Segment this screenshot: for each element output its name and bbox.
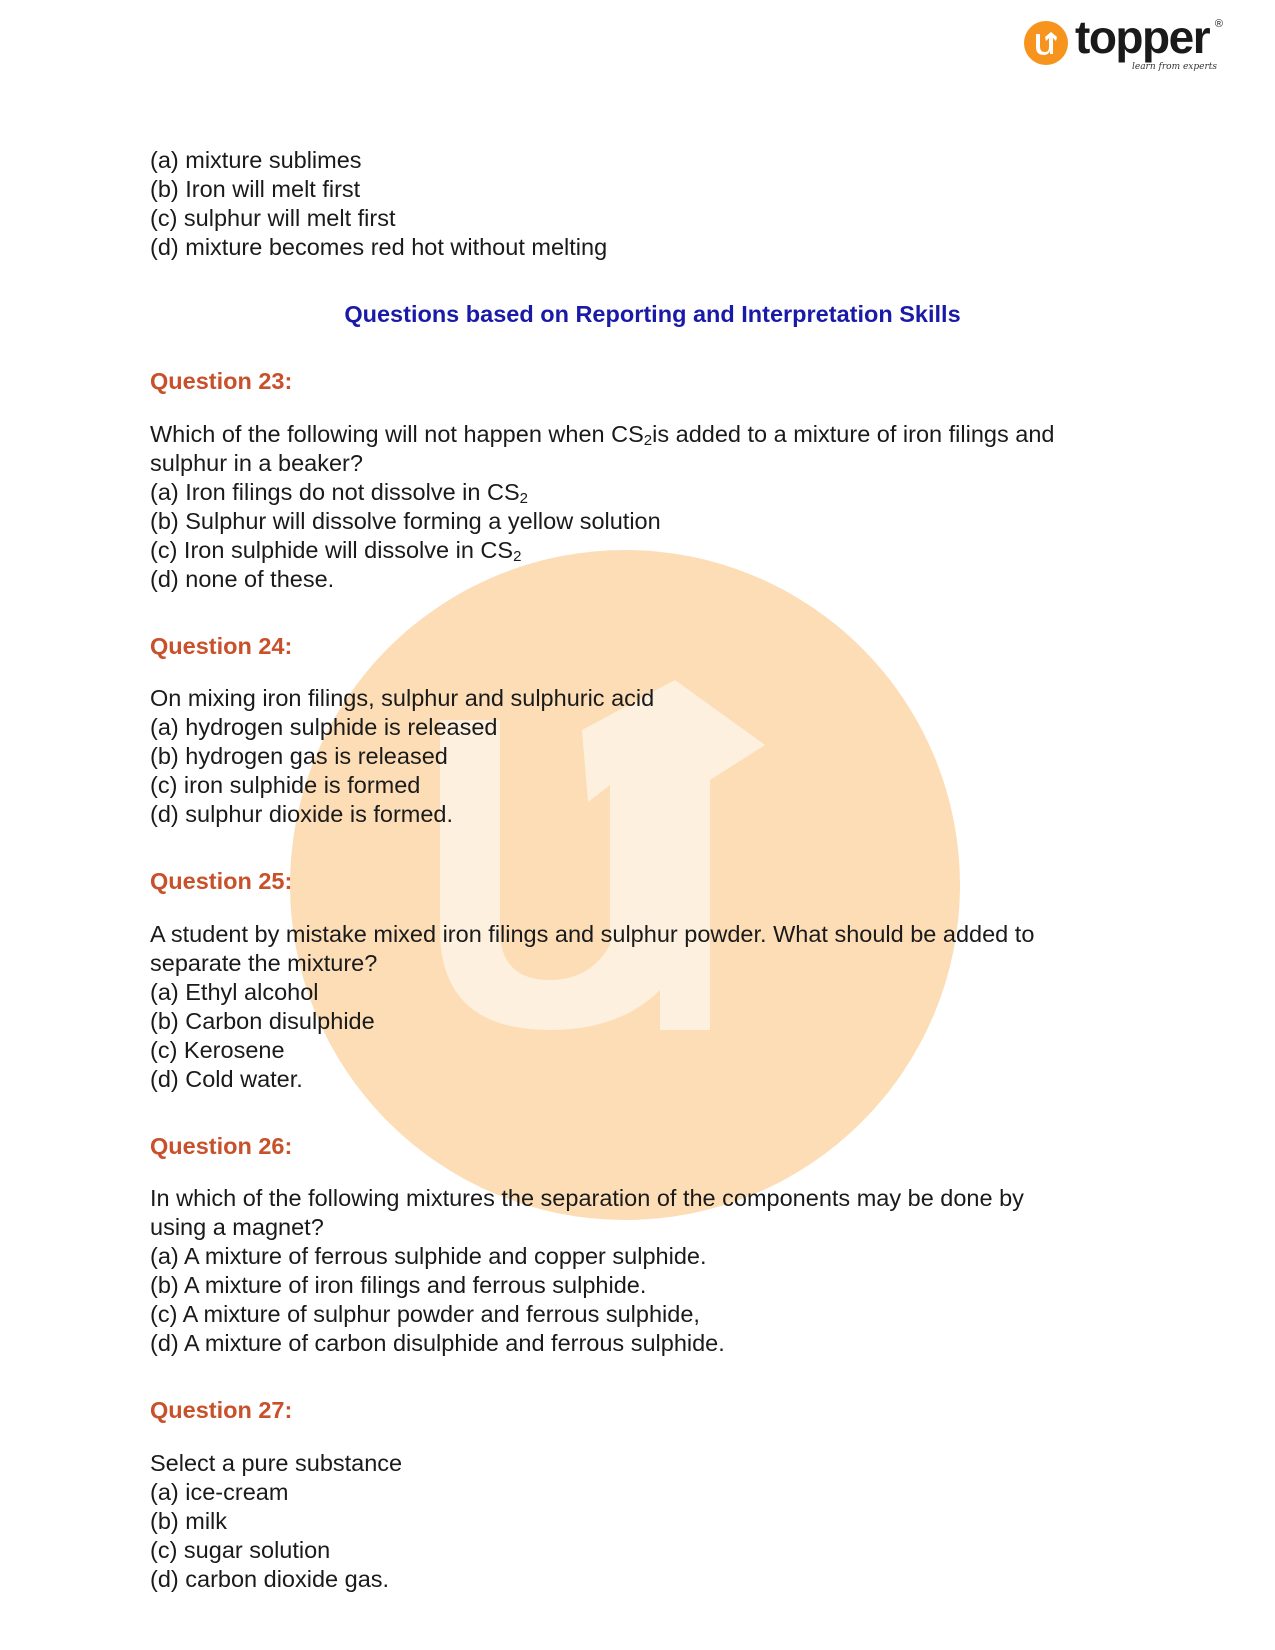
question-title: Question 23: xyxy=(150,368,293,394)
option-c: (c) A mixture of sulphur powder and ferrous sulphide, xyxy=(150,1301,700,1327)
topper-logo[interactable] xyxy=(1023,11,1223,78)
question-title: Question 27: xyxy=(150,1397,293,1423)
option-a: (a) A mixture of ferrous sulphide and copper sulphide. xyxy=(150,1243,707,1269)
question-text: Which of the following will not happen when $CS_2is$ added to a mixture of iron filings and xyxy=(150,420,1055,449)
question-26 xyxy=(150,1132,1130,1359)
option-a: (a) Ethyl alcohol xyxy=(150,978,319,1005)
option-b: (b) hydrogen gas is released xyxy=(150,743,448,769)
option-a: (a) ice-cream xyxy=(150,1478,289,1505)
question-text: A student by mistake mixed iron filings and sulphur powder. What should be added to xyxy=(150,920,1035,947)
option-c: (c) iron sulphide is formed xyxy=(150,772,421,798)
question-text-line2: separate the mixture? xyxy=(150,949,378,976)
option-d: (d) mixture becomes red hot without melting xyxy=(150,234,608,260)
question-25 xyxy=(150,867,1130,1094)
option-d: (d) Cold water. xyxy=(150,1065,303,1092)
option-c: (c) Iron sulphide will dissolve in $CS_2$ xyxy=(150,536,522,565)
section-title: Questions based on Reporting and Interpretation Skills xyxy=(344,301,961,327)
brand-name: topper xyxy=(1075,11,1210,63)
option-b: (b) milk xyxy=(150,1507,228,1534)
option-d: (d) none of these. xyxy=(150,565,335,592)
option-c: (c) sugar solution xyxy=(150,1536,331,1563)
option-d: (d) A mixture of carbon disulphide and ferrous sulphide. xyxy=(150,1330,725,1356)
brand-tagline: learn from experts xyxy=(1131,62,1217,72)
question-text: Select a pure substance xyxy=(150,1449,403,1476)
option-a: (a) Iron filings do not dissolve in $CS_2$ xyxy=(150,478,528,507)
question-24 xyxy=(150,632,1130,830)
question-23 xyxy=(150,367,1130,594)
question-title: Question 25: xyxy=(150,868,293,894)
option-b: (b) Carbon disulphide xyxy=(150,1007,375,1034)
question-text: On mixing iron filings, sulphur and sulphuric acid xyxy=(150,685,655,711)
option-b: (b) Sulphur will dissolve forming a yellow solution xyxy=(150,507,661,534)
question-title: Question 24: xyxy=(150,632,293,659)
registered-mark: ® xyxy=(1214,18,1223,30)
question-27 xyxy=(150,1396,1130,1594)
question-text-line2: sulphur in a beaker? xyxy=(150,449,363,476)
question-text: In which of the following mixtures the separation of the components may be done by xyxy=(150,1185,1024,1211)
option-c: (c) sulphur will melt first xyxy=(150,205,396,231)
topper-u-icon xyxy=(1023,20,1069,66)
page-content xyxy=(150,146,1130,1594)
option-d: (d) sulphur dioxide is formed. xyxy=(150,801,454,827)
option-a: (a) hydrogen sulphide is released xyxy=(150,714,498,740)
option-b: (b) A mixture of iron filings and ferrous sulphide. xyxy=(150,1272,647,1298)
question-text-line2: using a magnet? xyxy=(150,1214,324,1240)
option-a: (a) mixture sublimes xyxy=(150,147,362,173)
continuation-options xyxy=(150,146,1130,262)
option-d: (d) carbon dioxide gas. xyxy=(150,1565,390,1592)
question-title: Question 26: xyxy=(150,1132,293,1159)
option-b: (b) Iron will melt first xyxy=(150,176,361,202)
option-c: (c) Kerosene xyxy=(150,1036,285,1063)
